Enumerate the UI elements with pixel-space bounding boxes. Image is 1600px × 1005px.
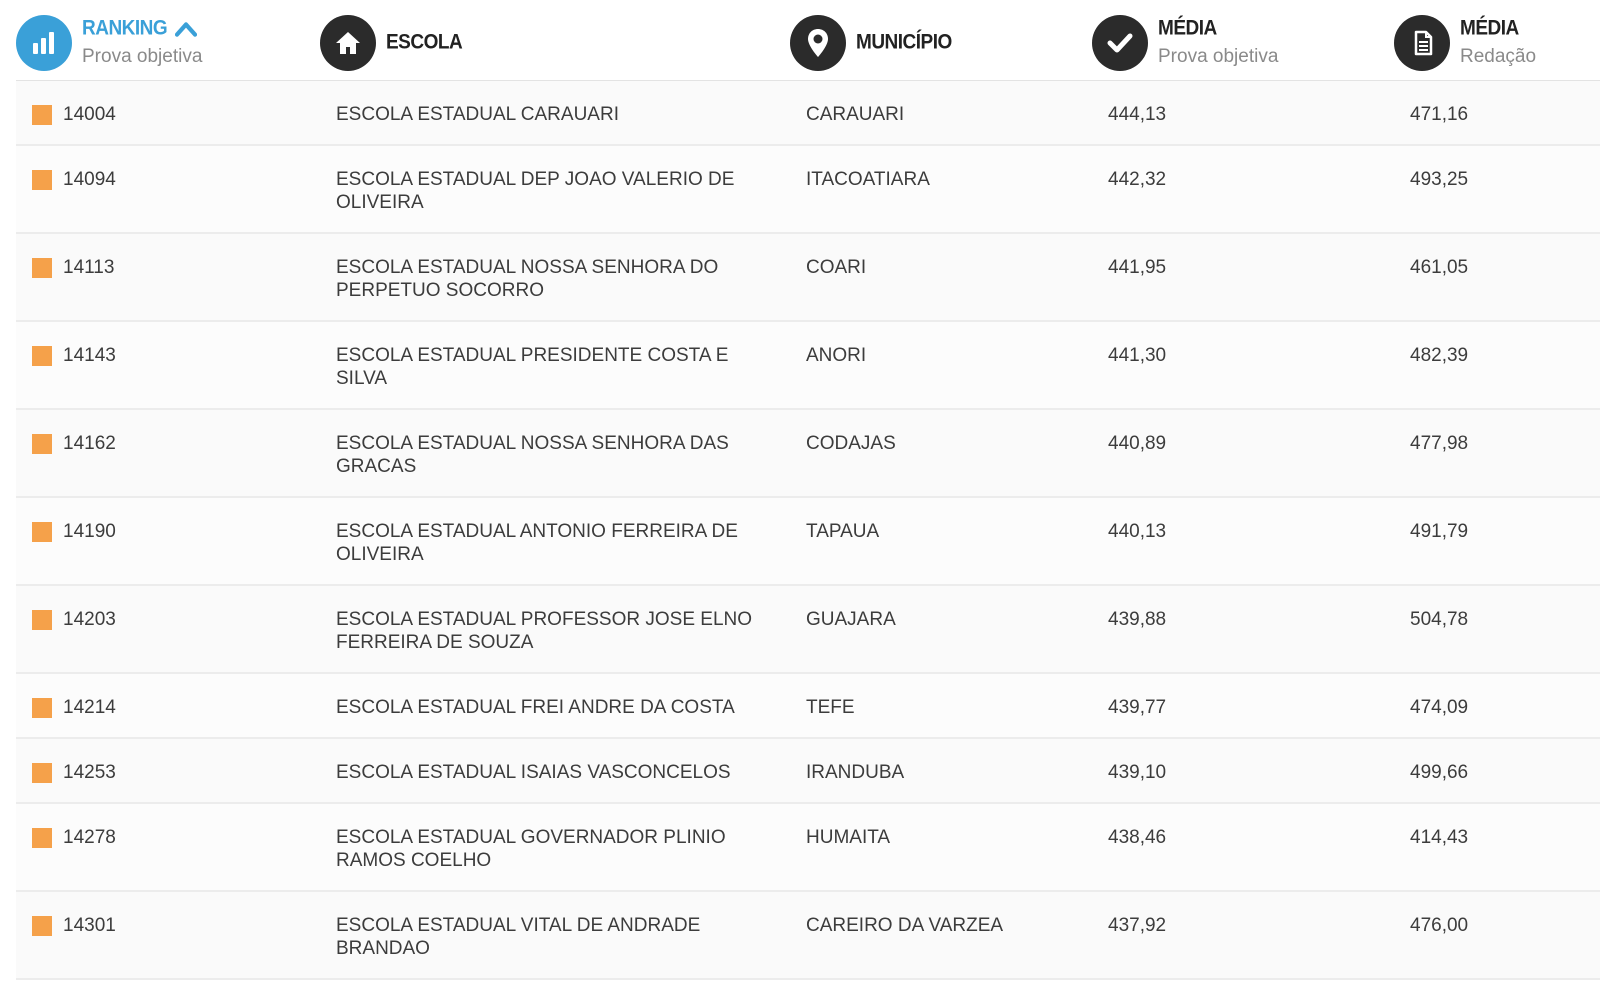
- ranking-column-header[interactable]: [16, 14, 202, 72]
- city-cell: COARI: [806, 257, 867, 278]
- home-icon: [320, 15, 376, 71]
- rank-value: 14190: [63, 521, 116, 542]
- table-row[interactable]: [16, 586, 1600, 674]
- rank-value: 14094: [63, 169, 116, 190]
- avg-objective-header-subtitle: Prova objetiva: [1158, 46, 1279, 67]
- rank-cell: [32, 608, 116, 631]
- school-cell: ESCOLA ESTADUAL ANTONIO FERREIRA DE OLIVEIRA: [336, 521, 738, 565]
- school-cell: ESCOLA ESTADUAL PRESIDENTE COSTA E SILVA: [336, 345, 729, 389]
- marker-square: [32, 610, 52, 630]
- avg-objective-header-title: MÉDIA: [1158, 16, 1217, 41]
- chevron-up-icon[interactable]: [175, 21, 197, 37]
- marker-square: [32, 346, 52, 366]
- check-icon: [1092, 15, 1148, 71]
- marker-square: [32, 698, 52, 718]
- school-cell: ESCOLA ESTADUAL NOSSA SENHORA DO PERPETUO SOCORRO: [336, 257, 719, 301]
- city-cell: TAPAUA: [806, 521, 880, 542]
- table-row[interactable]: [16, 804, 1600, 892]
- city-cell: GUAJARA: [806, 609, 896, 630]
- document-icon: [1394, 15, 1450, 71]
- avg-essay-header-title: MÉDIA: [1460, 16, 1519, 41]
- rank-cell: [32, 761, 116, 784]
- table-row[interactable]: [16, 234, 1600, 322]
- rank-value: 14203: [63, 609, 116, 630]
- marker-square: [32, 828, 52, 848]
- school-cell: ESCOLA ESTADUAL VITAL DE ANDRADE BRANDAO: [336, 915, 701, 959]
- rank-cell: [32, 103, 116, 126]
- school-cell: ESCOLA ESTADUAL GOVERNADOR PLINIO RAMOS COELHO: [336, 827, 726, 871]
- rank-value: 14004: [63, 104, 116, 125]
- city-column-header[interactable]: [790, 14, 952, 72]
- avg-essay-cell: 477,98: [1410, 433, 1469, 454]
- avg-objective-cell: 441,95: [1108, 257, 1167, 278]
- school-cell: ESCOLA ESTADUAL ISAIAS VASCONCELOS: [336, 762, 731, 783]
- avg-essay-cell: 414,43: [1410, 827, 1469, 848]
- avg-objective-column-header[interactable]: [1092, 14, 1278, 72]
- city-cell: IRANDUBA: [806, 762, 905, 783]
- city-cell: HUMAITA: [806, 827, 891, 848]
- avg-objective-cell: 444,13: [1108, 104, 1167, 125]
- avg-objective-cell: 440,89: [1108, 433, 1167, 454]
- table-row[interactable]: [16, 410, 1600, 498]
- rank-cell: [32, 520, 116, 543]
- avg-objective-cell: 440,13: [1108, 521, 1167, 542]
- rank-cell: [32, 432, 116, 455]
- marker-square: [32, 916, 52, 936]
- city-cell: TEFE: [806, 697, 855, 718]
- table-row[interactable]: [16, 322, 1600, 410]
- city-cell: CODAJAS: [806, 433, 896, 454]
- rank-cell: [32, 914, 116, 937]
- rank-value: 14214: [63, 697, 116, 718]
- avg-objective-cell: 441,30: [1108, 345, 1167, 366]
- avg-objective-cell: 439,88: [1108, 609, 1167, 630]
- table-row[interactable]: [16, 674, 1600, 739]
- rank-cell: [32, 344, 116, 367]
- avg-essay-cell: 461,05: [1410, 257, 1469, 278]
- marker-square: [32, 170, 52, 190]
- avg-objective-cell: 442,32: [1108, 169, 1167, 190]
- city-cell: ANORI: [806, 345, 867, 366]
- school-header-title: ESCOLA: [386, 30, 463, 55]
- school-column-header[interactable]: [320, 14, 462, 72]
- marker-square: [32, 763, 52, 783]
- city-cell: ITACOATIARA: [806, 169, 930, 190]
- city-header-title: MUNICÍPIO: [856, 30, 952, 55]
- table-body: [16, 81, 1600, 980]
- avg-objective-cell: 437,92: [1108, 915, 1167, 936]
- table-header: [16, 0, 1600, 81]
- marker-square: [32, 522, 52, 542]
- ranking-header-title: RANKING: [82, 16, 168, 41]
- table-row[interactable]: [16, 498, 1600, 586]
- city-cell: CAREIRO DA VARZEA: [806, 915, 1004, 936]
- avg-objective-cell: 438,46: [1108, 827, 1167, 848]
- avg-objective-cell: 439,10: [1108, 762, 1167, 783]
- table-row[interactable]: [16, 739, 1600, 804]
- school-cell: ESCOLA ESTADUAL CARAUARI: [336, 104, 619, 125]
- ranking-header-subtitle: Prova objetiva: [82, 46, 203, 67]
- avg-essay-header-subtitle: Redação: [1460, 46, 1537, 67]
- rank-value: 14301: [63, 915, 116, 936]
- avg-essay-cell: 491,79: [1410, 521, 1469, 542]
- avg-objective-cell: 439,77: [1108, 697, 1167, 718]
- rank-cell: [32, 168, 116, 191]
- table-row[interactable]: [16, 146, 1600, 234]
- avg-essay-cell: 471,16: [1410, 104, 1469, 125]
- avg-essay-cell: 476,00: [1410, 915, 1469, 936]
- rank-cell: [32, 696, 116, 719]
- table-row[interactable]: [16, 892, 1600, 980]
- map-pin-icon: [790, 15, 846, 71]
- rank-cell: [32, 256, 114, 279]
- rank-value: 14143: [63, 345, 116, 366]
- avg-essay-cell: 504,78: [1410, 609, 1469, 630]
- marker-square: [32, 434, 52, 454]
- avg-essay-cell: 474,09: [1410, 697, 1469, 718]
- school-cell: ESCOLA ESTADUAL NOSSA SENHORA DAS GRACAS: [336, 433, 729, 477]
- table-row[interactable]: [16, 81, 1600, 146]
- avg-essay-column-header[interactable]: [1394, 14, 1536, 72]
- rank-value: 14278: [63, 827, 116, 848]
- bar-chart-icon: [16, 15, 72, 71]
- avg-essay-cell: 493,25: [1410, 169, 1469, 190]
- ranking-table: [16, 0, 1600, 980]
- rank-value: 14113: [63, 257, 115, 278]
- marker-square: [32, 258, 52, 278]
- avg-essay-cell: 482,39: [1410, 345, 1469, 366]
- rank-value: 14253: [63, 762, 116, 783]
- avg-essay-cell: 499,66: [1410, 762, 1469, 783]
- school-cell: ESCOLA ESTADUAL PROFESSOR JOSE ELNO FERREIRA DE SOUZA: [336, 609, 753, 653]
- city-cell: CARAUARI: [806, 104, 905, 125]
- school-cell: ESCOLA ESTADUAL FREI ANDRE DA COSTA: [336, 697, 735, 718]
- marker-square: [32, 105, 52, 125]
- school-cell: ESCOLA ESTADUAL DEP JOAO VALERIO DE OLIVEIRA: [336, 169, 735, 213]
- rank-value: 14162: [63, 433, 116, 454]
- rank-cell: [32, 826, 116, 849]
